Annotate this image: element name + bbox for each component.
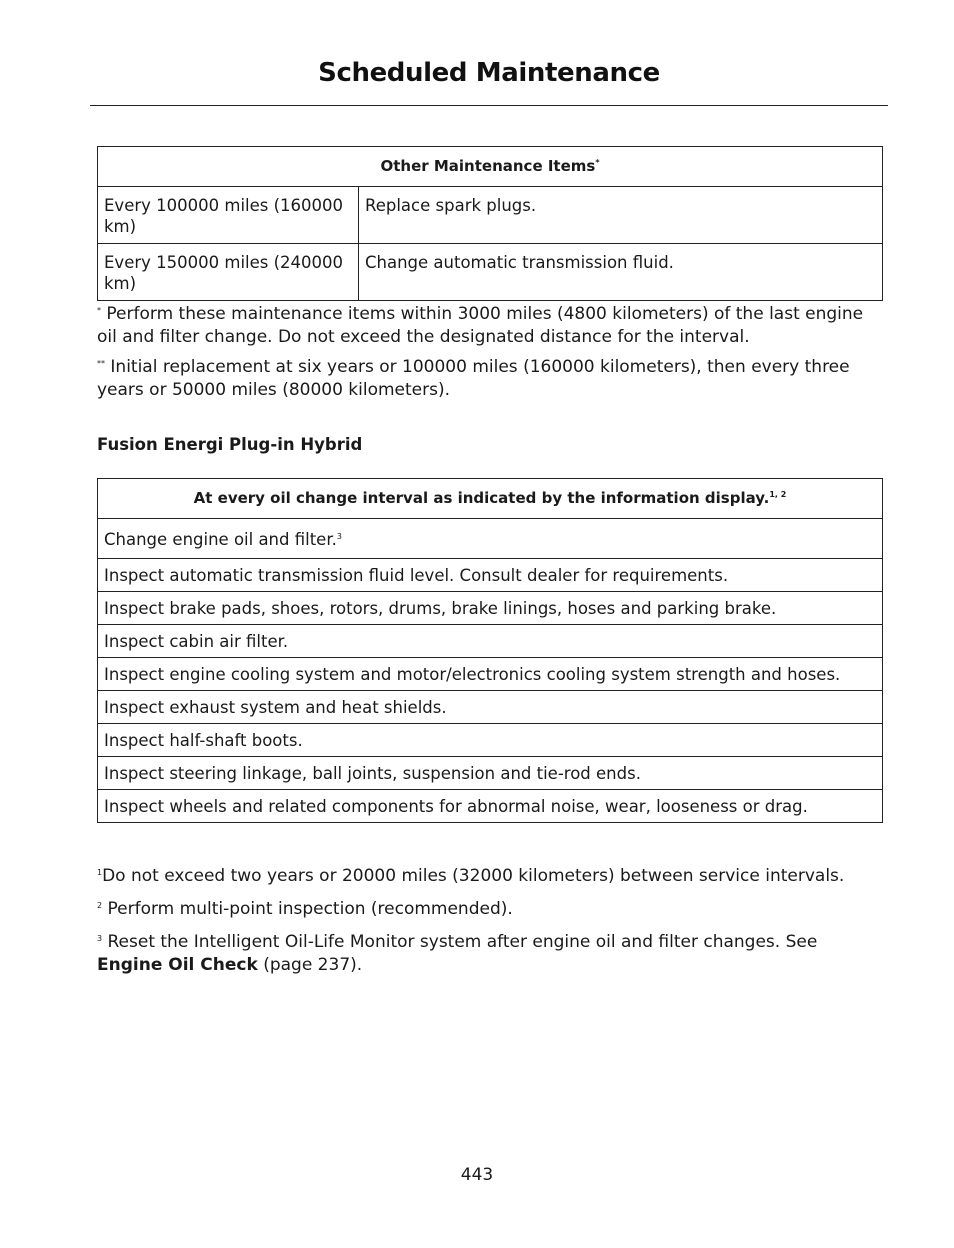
table-cell: Inspect engine cooling system and motor/electronics cooling system strength and hoses. [98,658,883,691]
cross-reference-link[interactable]: Engine Oil Check [97,955,258,975]
footnote-mark: 3 [336,532,342,541]
table-row [98,187,883,244]
footnote [97,931,887,977]
table-row [98,625,883,658]
interval-cell: Every 100000 miles (160000 km) [98,187,359,244]
other-maintenance-table [97,146,883,301]
table-row [98,790,883,823]
table-row [98,592,883,625]
footnote-text: Perform these maintenance items within 3000 miles (4800 kilometers) of the last engine oil and filter change. Do not exceed the designated distance for the interval. [97,304,864,347]
footnotes-hybrid [97,865,887,984]
title-divider [90,105,888,106]
page-number: 443 [460,1165,494,1185]
table-cell: Inspect cabin air filter. [98,625,883,658]
table-cell: Inspect steering linkage, ball joints, suspension and tie-rod ends. [98,757,883,790]
table-row [98,691,883,724]
table-cell: Inspect wheels and related components for abnormal noise, wear, looseness or drag. [98,790,883,823]
table-row [98,244,883,301]
footnote [97,898,887,921]
footnote [97,303,887,349]
footnote-text: Reset the Intelligent Oil-Life Monitor system after engine oil and filter changes. See [107,932,818,952]
table-row [98,724,883,757]
footnote-mark: 2 [97,901,103,910]
table-cell: Inspect half-shaft boots. [98,724,883,757]
table-header [98,147,883,187]
footnote-text: Perform multi-point inspection (recommended). [107,899,513,919]
hybrid-maintenance-table [97,478,883,823]
table-header-label: Other Maintenance Items [380,157,596,175]
interval-cell: Every 150000 miles (240000 km) [98,244,359,301]
table-cell: Inspect brake pads, shoes, rotors, drums, brake linings, hoses and parking brake. [98,592,883,625]
table-cell: Inspect exhaust system and heat shields. [98,691,883,724]
footnote-mark: * [97,306,101,315]
footnote [97,865,887,888]
table-row [98,658,883,691]
footnote-mark: 3 [97,934,103,943]
table-header-row [98,147,883,187]
table-row [98,559,883,592]
footnote-mark: ** [97,359,105,368]
cell-text: Change engine oil and filter. [104,530,337,549]
table-row [98,757,883,790]
action-cell: Replace spark plugs. [359,187,883,244]
footnote-text: Do not exceed two years or 20000 miles (32000 kilometers) between service intervals. [102,866,845,886]
table-cell: Inspect automatic transmission fluid level. Consult dealer for requirements. [98,559,883,592]
page-title: Scheduled Maintenance [318,58,660,88]
footnote-mark: 1, 2 [769,490,787,499]
action-cell: Change automatic transmission fluid. [359,244,883,301]
footnote-mark: * [595,158,600,167]
table-row [98,519,883,559]
footnotes-other [97,303,887,409]
table-cell [98,519,883,559]
footnote [97,356,887,402]
table-header [98,479,883,519]
table-header-label: At every oil change interval as indicated by the information display. [193,489,770,507]
section-heading: Fusion Energi Plug-in Hybrid [97,435,363,454]
table-header-row [98,479,883,519]
footnote-mark: 1 [97,868,103,877]
footnote-text: Initial replacement at six years or 100000 miles (160000 kilometers), then every three years or 50000 miles (80000 kilometers). [97,357,850,400]
page-reference: (page 237). [263,955,363,975]
